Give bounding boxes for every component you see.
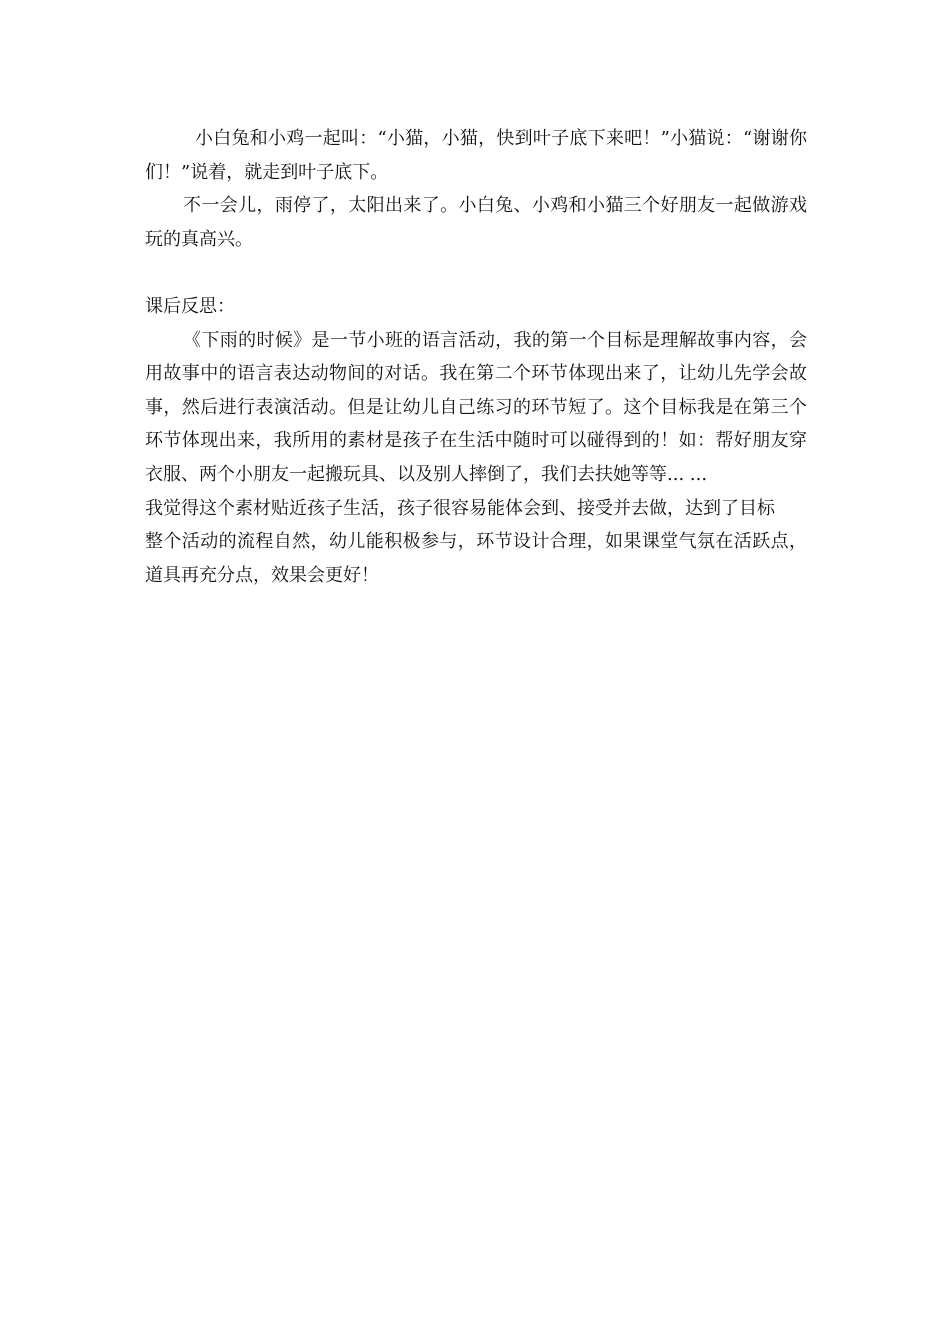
reflection-paragraph-1: 《下雨的时候》是一节小班的语言活动，我的第一个目标是理解故事内容，会用故事中的语言表达动物间的对话。我在第二个环节体现出来了，让幼儿先学会故事，然后进行表演活动。但是让幼儿自己练习的环节短了。这个目标我是在第三个环节体现出来，我所用的素材是孩子在生活中随时可以碰得到的！如：帮好朋友穿衣服、两个小朋友一起搬玩具、以及别人摔倒了，我们去扶她等等... ... xyxy=(145,329,807,485)
paragraph-spacer xyxy=(145,256,807,290)
document-body xyxy=(145,122,807,592)
story-paragraph-2: 不一会儿，雨停了，太阳出来了。小白兔、小鸡和小猫三个好朋友一起做游戏玩的真高兴。 xyxy=(145,195,807,250)
reflection-heading: 课后反思： xyxy=(145,295,235,317)
reflection-paragraph-2: 我觉得这个素材贴近孩子生活，孩子很容易能体会到、接受并去做，达到了目标 xyxy=(145,497,775,519)
reflection-paragraph-3: 整个活动的流程自然，幼儿能积极参与，环节设计合理，如果课堂气氛在活跃点，道具再充分点，效果会更好！ xyxy=(145,531,807,586)
story-paragraph-1: 小白兔和小鸡一起叫：“小猫，小猫，快到叶子底下来吧！”小猫说：“谢谢你们！”说着，就走到叶子底下。 xyxy=(145,128,807,183)
